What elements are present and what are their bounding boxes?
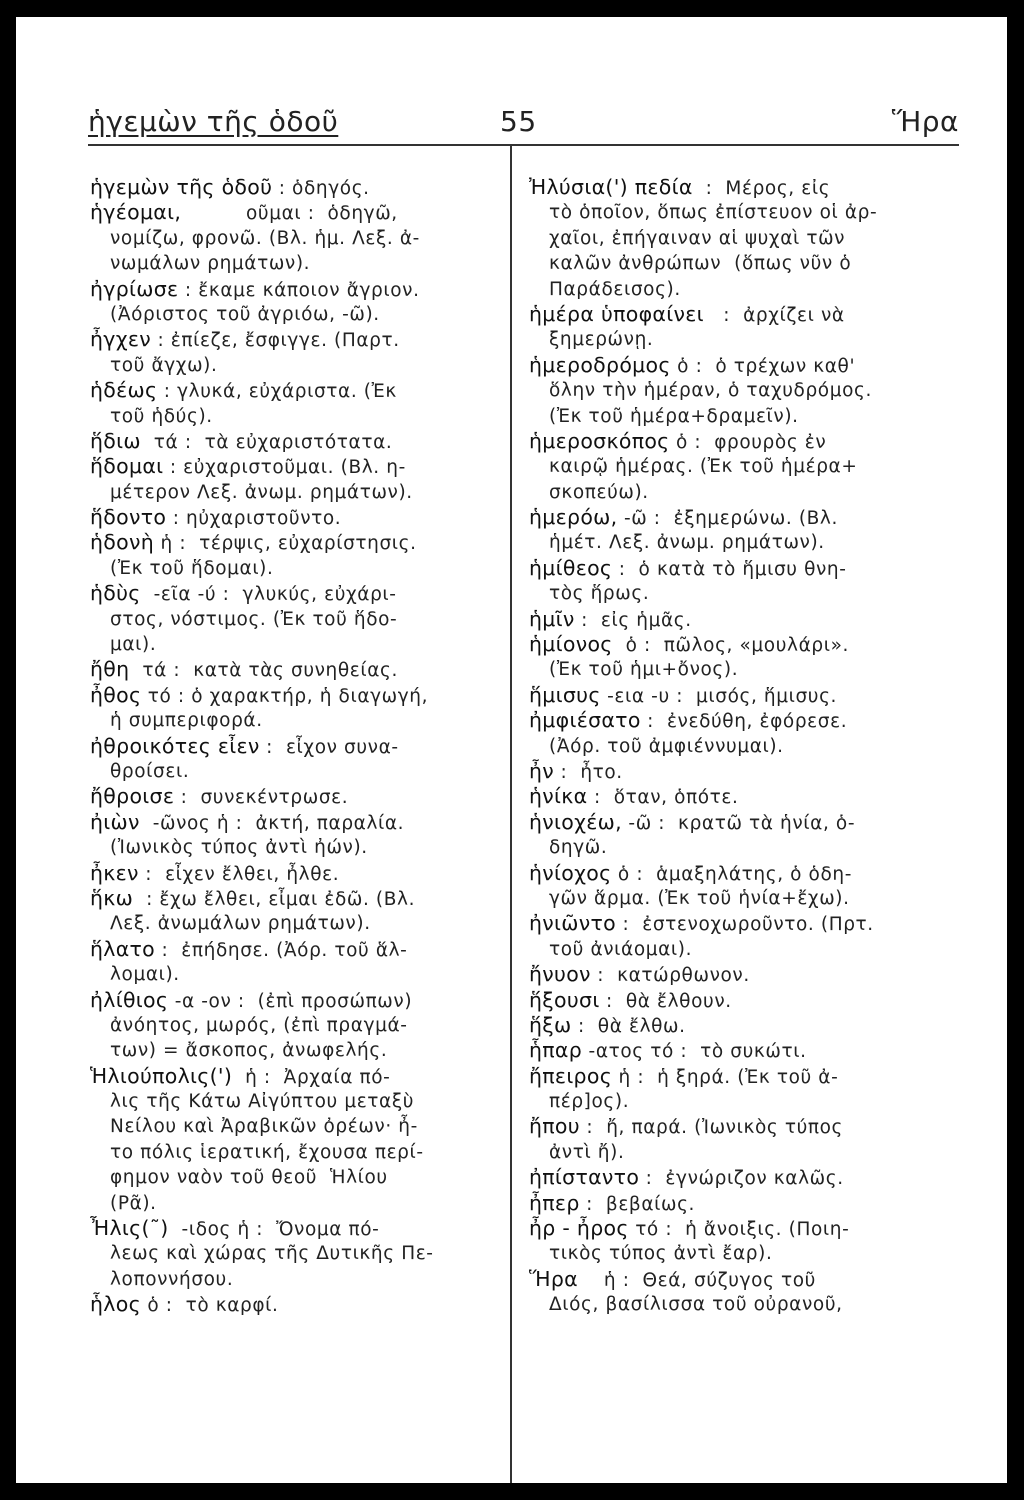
definition-text: τὸ ὁποῖον, ὅπως ἐπίστευον οἱ ἀρ-: [549, 202, 878, 224]
definition-text: ἀντὶ ἤ).: [549, 1141, 625, 1163]
definition-text: : ἐπήδησε. (Ἀόρ. τοῦ ἅλ-: [155, 939, 408, 961]
definition-text: ὁ : τὸ καρφί.: [140, 1295, 279, 1317]
headword: ἡδέως: [90, 378, 158, 403]
definition-text: (Ἐκ τοῦ ἥδομαι).: [110, 557, 274, 579]
entry-continuation-line: [90, 226, 500, 251]
entry-line: [529, 861, 949, 886]
entry-continuation-line: [90, 1013, 500, 1038]
definition-text: ὁ : ὁ τρέχων καθ': [670, 355, 856, 377]
entry-line: [90, 277, 500, 302]
entry-line: [90, 784, 500, 809]
entry-continuation-line: [529, 937, 949, 962]
entry-continuation-line: [529, 734, 949, 759]
definition-text: -εῖα -ύ : γλυκύς, εὐχάρι-: [140, 584, 397, 606]
entry-line: [90, 886, 500, 911]
definition-text: -ατος τό : τὸ συκώτι.: [582, 1041, 807, 1063]
definition-text: -ῶ : ἐξημερώνω. (Βλ.: [617, 508, 838, 530]
definition-text: : Μέρος, εἰς: [692, 178, 831, 199]
definition-text: τό : ὁ χαρακτήρ, ἡ διαγωγή,: [141, 685, 429, 707]
headword: ἠιὼν: [90, 809, 140, 834]
definition-text: τά : τὰ εὐχαριστότατα.: [140, 431, 393, 453]
entry-continuation-line: [529, 200, 949, 225]
headword: ἥξω: [529, 1012, 572, 1037]
definition-text: : ἤ, παρά. (Ἰωνικὸς τύπος: [579, 1117, 843, 1139]
entry-continuation-line: [90, 962, 500, 987]
headword: ἠθροικότες εἶεν: [90, 733, 260, 758]
definition-text: -ῶνος ἡ : ἀκτή, παραλία.: [139, 812, 405, 834]
entry-line: [529, 810, 949, 835]
entry-continuation-line: [90, 353, 500, 378]
headword: ἠλίθιος: [90, 987, 169, 1012]
definition-text: νομίζω, φρονῶ. (Βλ. ἡμ. Λεξ. ἀ-: [110, 227, 420, 249]
entry-continuation-line: [90, 302, 500, 327]
definition-text: στος, νόστιμος. (Ἐκ τοῦ ἥδο-: [110, 608, 398, 630]
definition-text: σκοπεύω).: [549, 481, 649, 503]
entry-continuation-line: [529, 226, 949, 251]
entry-continuation-line: [529, 886, 949, 911]
definition-text: ἡμέτ. Λεξ. ἀνωμ. ρημάτων).: [549, 532, 825, 554]
definition-text: ὁ : πῶλος, «μουλάρι».: [612, 635, 849, 657]
definition-text: τικὸς τύπος ἀντὶ ἔαρ).: [549, 1243, 773, 1265]
definition-text: οῦμαι : ὁδηγῶ,: [181, 203, 398, 225]
headword: ἦγχεν: [90, 327, 151, 352]
definition-text: καλῶν ἀνθρώπων (ὅπως νῦν ὁ: [549, 253, 852, 275]
right-column: [529, 175, 949, 1318]
definition-text: : θὰ ἔλθω.: [571, 1015, 686, 1037]
header-rule: [88, 144, 959, 146]
entry-continuation-line: [90, 1241, 500, 1266]
entry-continuation-line: [529, 1140, 949, 1165]
page-header: [88, 105, 959, 145]
entry-line: [529, 556, 949, 581]
headword: ἡγεμὼν τῆς ὁδοῦ: [90, 175, 273, 199]
definition-text: γῶν ἅρμα. (Ἐκ τοῦ ἡνία+ἔχω).: [549, 887, 850, 909]
entry-line: [529, 175, 949, 200]
entry-continuation-line: [90, 1038, 500, 1063]
entry-line: [529, 1216, 949, 1241]
headword: Ἦλις(˜): [90, 1216, 169, 1241]
definition-text: : εἶχον συνα-: [259, 736, 399, 758]
definition-text: ξημερώνῃ.: [549, 329, 654, 351]
entry-line: [90, 581, 500, 606]
entry-continuation-line: [90, 607, 500, 632]
definition-text: λοποννήσου.: [110, 1268, 234, 1290]
entry-line: [529, 988, 949, 1013]
headword: ἡνίοχος: [529, 860, 612, 885]
definition-text: : βεβαίως.: [579, 1193, 696, 1215]
entry-continuation-line: [529, 1241, 949, 1266]
definition-text: θροίσει.: [110, 760, 190, 782]
definition-text: τὸς ἥρως.: [549, 583, 650, 605]
entry-continuation-line: [529, 530, 949, 555]
headword: ἡμέρα ὑποφαίνει: [529, 301, 704, 326]
definition-text: : ἐπίεζε, ἔσφιγγε. (Παρτ.: [151, 330, 400, 352]
definition-text: το πόλις ἱερατική, ἔχουσα περί-: [110, 1141, 424, 1163]
definition-text: ἀνόητος, μωρός, (ἐπὶ πραγμά-: [110, 1014, 408, 1036]
definition-text: : κατώρθωνον.: [590, 965, 750, 987]
entry-continuation-line: [90, 911, 500, 936]
headword: ἦν: [529, 758, 555, 783]
entry-line: [90, 530, 500, 555]
headword: ἡνιοχέω,: [529, 809, 622, 834]
entry-continuation-line: [90, 759, 500, 784]
headword: ἡδονὴ: [90, 530, 155, 555]
definition-text: : συνεκέντρωσε.: [174, 787, 349, 809]
entry-continuation-line: [90, 708, 500, 733]
definition-text: Νείλου καὶ Ἀραβικῶν ὀρέων· ἦ-: [110, 1116, 418, 1138]
definition-text: ὁ : ἁμαξηλάτης, ὁ ὁδη-: [611, 863, 852, 885]
definition-text: καιρῷ ἡμέρας. (Ἐκ τοῦ ἡμέρα+: [549, 456, 858, 478]
entry-line: [529, 429, 949, 454]
headword: ἡμερόω,: [529, 505, 618, 530]
definition-text: ἡ : ἡ ξηρά. (Ἐκ τοῦ ἀ-: [612, 1066, 839, 1088]
entry-continuation-line: [529, 835, 949, 860]
entry-line: [529, 1267, 949, 1292]
headword: ἥμισυς: [529, 682, 601, 707]
entry-line: [529, 708, 949, 733]
definition-text: φημον ναὸν τοῦ θεοῦ Ἡλίου: [110, 1167, 388, 1189]
headword: ἡμῖν: [529, 606, 575, 631]
entry-line: [90, 810, 500, 835]
entry-continuation-line: [529, 277, 949, 302]
headword: ἡγέομαι,: [90, 200, 182, 225]
entry-line: [90, 454, 500, 479]
definition-text: μέτερον Λεξ. ἀνωμ. ρημάτων).: [110, 481, 413, 503]
entry-continuation-line: [529, 378, 949, 403]
entry-continuation-line: [529, 1089, 949, 1114]
headword: ἥδιω: [90, 428, 141, 453]
definition-text: Λεξ. ἀνωμάλων ρημάτων).: [110, 913, 371, 935]
headword: ἧλος: [90, 1292, 141, 1317]
definition-text: λεως καὶ χώρας τῆς Δυτικῆς Πε-: [110, 1243, 434, 1265]
headword: ἦρ - ἦρος: [529, 1216, 629, 1241]
entry-line: [90, 988, 500, 1013]
headword: ἠνιῶντο: [529, 911, 616, 936]
entry-line: [529, 1114, 949, 1139]
entry-continuation-line: [90, 632, 500, 657]
entry-continuation-line: [90, 1191, 500, 1216]
entry-continuation-line: [529, 480, 949, 505]
entry-line: [90, 200, 500, 225]
definition-text: : ὅταν, ὁπότε.: [587, 787, 739, 809]
definition-text: ὁ : φρουρὸς ἐν: [669, 431, 827, 453]
entry-line: [529, 1191, 949, 1216]
definition-text: : ἀρχίζει νὰ: [703, 304, 845, 326]
entry-continuation-line: [90, 251, 500, 276]
entry-continuation-line: [90, 1089, 500, 1114]
entry-continuation-line: [90, 556, 500, 581]
entry-line: [90, 734, 500, 759]
entry-line: [90, 1292, 500, 1317]
entry-continuation-line: [529, 251, 949, 276]
entry-line: [90, 429, 500, 454]
entry-continuation-line: [529, 454, 949, 479]
definition-text: χαῖοι, ἐπήγαιναν αἱ ψυχαὶ τῶν: [549, 227, 846, 249]
definition-text: τοῦ ἡδύς).: [110, 405, 213, 427]
headword: ἡμεροσκόπος: [529, 428, 670, 453]
definition-text: -ιδος ἡ : Ὄνομα πό-: [168, 1219, 380, 1241]
entry-line: [529, 962, 949, 987]
entry-continuation-line: [90, 1140, 500, 1165]
entry-continuation-line: [529, 404, 949, 429]
definition-text: : ὁδηγός.: [272, 178, 370, 199]
headword: ἦκεν: [90, 860, 139, 885]
entry-continuation-line: [529, 657, 949, 682]
headword: ἦπερ: [529, 1190, 580, 1215]
entry-line: [529, 784, 949, 809]
definition-text: ἡ συμπεριφορά.: [110, 710, 263, 732]
headword: ἤθη: [90, 657, 130, 682]
definition-text: -ῶ : κρατῶ τὰ ἡνία, ὁ-: [621, 812, 856, 834]
entry-continuation-line: [90, 480, 500, 505]
entry-line: [90, 861, 500, 886]
entry-line: [529, 353, 949, 378]
definition-text: (Ρᾶ).: [110, 1192, 157, 1214]
definition-text: μαι).: [110, 634, 157, 656]
definition-text: πέρ]ος).: [549, 1091, 630, 1113]
entry-continuation-line: [90, 1165, 500, 1190]
definition-text: -εια -υ : μισός, ἥμισυς.: [600, 685, 838, 707]
entry-line: [90, 175, 500, 200]
headword: ἠγρίωσε: [90, 276, 179, 301]
entry-continuation-line: [529, 581, 949, 606]
definition-text: : θὰ ἔλθουν.: [599, 990, 732, 1012]
headword: ἡμεροδρόμος: [529, 352, 671, 377]
entry-line: [529, 759, 949, 784]
definition-text: (Ἐκ τοῦ ἡμι+ὄνος).: [549, 659, 739, 681]
headword: ἠμφιέσατο: [529, 708, 641, 733]
definition-text: Διός, βασίλισσα τοῦ οὐρανοῦ,: [549, 1294, 843, 1316]
definition-text: ἡ : Ἀρχαία πό-: [232, 1066, 391, 1088]
header-right-guideword: Ἥρα: [891, 105, 959, 138]
definition-text: (Ἀόρ. τοῦ ἀμφιέννυμαι).: [549, 735, 784, 757]
definition-text: ἡ : τέρψις, εὐχαρίστησις.: [154, 533, 417, 555]
definition-text: τοῦ ἀνιάομαι).: [549, 938, 693, 960]
definition-text: λις τῆς Κάτω Αἰγύπτου μεταξὺ: [110, 1091, 415, 1113]
headword: Ἥρα: [529, 1266, 578, 1291]
definition-text: ἡ : Θεά, σύζυγος τοῦ: [577, 1269, 816, 1291]
entry-continuation-line: [90, 1114, 500, 1139]
definition-text: (Ἰωνικὸς τύπος ἀντὶ ἠών).: [110, 837, 368, 859]
headword: ἡδὺς: [90, 581, 141, 606]
entry-continuation-line: [90, 835, 500, 860]
definition-text: τοῦ ἄγχω).: [110, 354, 218, 376]
definition-text: (Ἀόριστος τοῦ ἀγριόω, -ῶ).: [110, 303, 380, 325]
definition-text: : ὁ κατὰ τὸ ἥμισυ θνη-: [612, 558, 847, 580]
entry-line: [529, 632, 949, 657]
entry-line: [90, 327, 500, 352]
headword: Ἠλύσια(') πεδία: [529, 175, 693, 199]
entry-line: [90, 505, 500, 530]
definition-text: : εἰς ἡμᾶς.: [574, 609, 692, 631]
headword: ἡμίθεος: [529, 555, 613, 580]
entry-line: [529, 1165, 949, 1190]
headword: ἧπαρ: [529, 1038, 583, 1063]
headword: ἥλατο: [90, 936, 156, 961]
headword: ἤπειρος: [529, 1063, 613, 1088]
entry-line: [90, 1216, 500, 1241]
entry-line: [529, 505, 949, 530]
definition-text: : ἐστενοχωροῦντο. (Πρτ.: [615, 914, 874, 936]
definition-text: : ἔχω ἔλθει, εἶμαι ἐδῶ. (Βλ.: [133, 888, 416, 910]
definition-text: : γλυκά, εὐχάριστα. (Ἐκ: [157, 381, 397, 403]
definition-text: -α -ον : (ἐπὶ προσώπων): [168, 990, 413, 1012]
definition-text: : εἶχεν ἔλθει, ἦλθε.: [138, 863, 340, 885]
definition-text: : ἦτο.: [554, 761, 623, 783]
entry-line: [529, 1013, 949, 1038]
headword: ἤθροισε: [90, 784, 175, 809]
entry-line: [529, 1038, 949, 1063]
definition-text: : ἔκαμε κάποιον ἄγριον.: [178, 279, 420, 301]
entry-line: [529, 683, 949, 708]
header-left-guideword: ἡγεμὼν τῆς ὁδοῦ: [88, 105, 339, 138]
column-divider: [510, 145, 512, 1483]
headword: ἥξουσι: [529, 987, 600, 1012]
headword: ἥδοντο: [90, 505, 167, 530]
entry-continuation-line: [529, 1292, 949, 1317]
entry-line: [529, 607, 949, 632]
headword: ἠπίσταντο: [529, 1165, 640, 1190]
entry-continuation-line: [529, 327, 949, 352]
headword: ἡμίονος: [529, 632, 613, 657]
definition-text: τά : κατὰ τὰς συνηθείας.: [129, 660, 398, 682]
definition-text: : εὐχαριστοῦμαι. (Βλ. η-: [163, 457, 406, 479]
headword: Ἡλιούπολις('): [90, 1063, 233, 1088]
entry-line: [90, 657, 500, 682]
headword: ἡνίκα: [529, 784, 588, 809]
page-number: 55: [500, 105, 537, 138]
definition-text: τό : ἡ ἄνοιξις. (Ποιη-: [628, 1219, 850, 1241]
definition-text: : ἐνεδύθη, ἐφόρεσε.: [640, 711, 848, 733]
definition-text: των) = ἄσκοπος, ἀνωφελής.: [110, 1040, 388, 1062]
definition-text: : ἐγνώριζον καλῶς.: [639, 1168, 844, 1190]
definition-text: (Ἐκ τοῦ ἡμέρα+δραμεῖν).: [549, 405, 799, 427]
definition-text: δηγῶ.: [549, 837, 608, 859]
entry-line: [90, 1064, 500, 1089]
definition-text: : ηὐχαριστοῦντο.: [166, 508, 342, 530]
headword: ἤπου: [529, 1114, 580, 1139]
headword: ἤνυον: [529, 962, 591, 987]
entry-line: [90, 378, 500, 403]
headword: ἥκω: [90, 885, 134, 910]
definition-text: λομαι).: [110, 964, 180, 986]
entry-continuation-line: [90, 1267, 500, 1292]
entry-continuation-line: [90, 404, 500, 429]
left-column: [90, 175, 500, 1318]
dictionary-page: [16, 17, 1007, 1483]
definition-text: ὅλην τὴν ἡμέραν, ὁ ταχυδρόμος.: [549, 380, 872, 402]
entry-line: [529, 302, 949, 327]
definition-text: νωμάλων ρημάτων).: [110, 253, 311, 275]
definition-text: Παράδεισος).: [549, 278, 681, 300]
headword: ἦθος: [90, 682, 142, 707]
entry-line: [90, 937, 500, 962]
entry-line: [529, 911, 949, 936]
entry-line: [529, 1064, 949, 1089]
headword: ἥδομαι: [90, 454, 164, 479]
entry-line: [90, 683, 500, 708]
